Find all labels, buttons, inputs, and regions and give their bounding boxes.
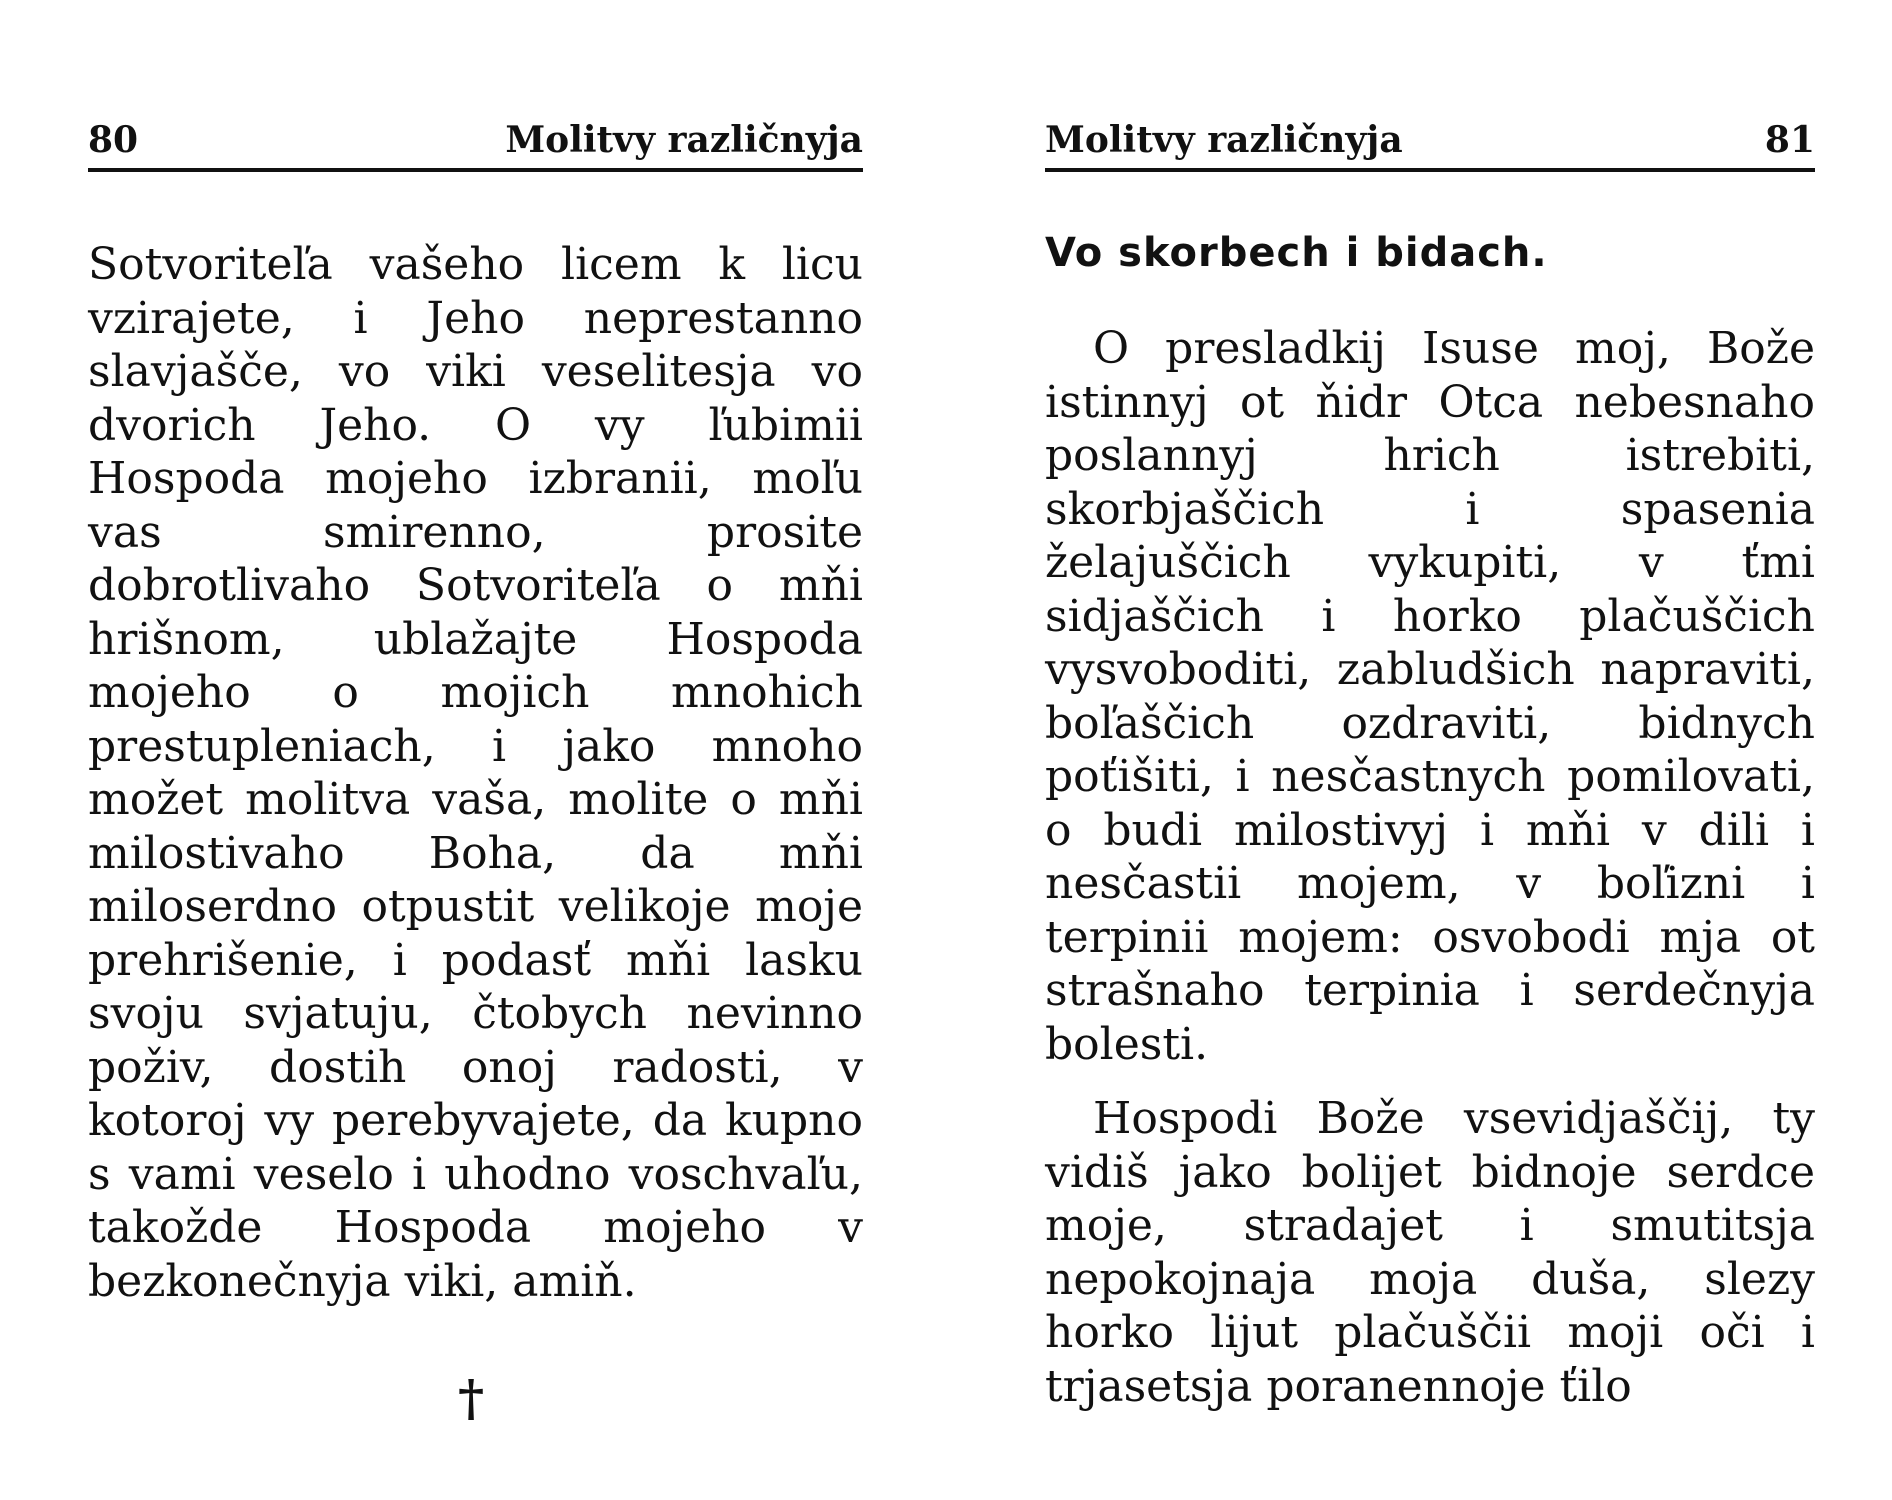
right-page-paragraph-1: O presladkij Isuse moj, Bože istinnyj ot ňidr Otca nebesnaho poslannyj hrich istrebiti, skorbjaščich i spasenia želajuščich vykupiti, v ťmi sidjaščich i horko plačuščich vysvoboditi, zabludšich napraviti, boľaščich ozdraviti, bidnych poťišiti, i nesčastnych pomilovati, o budi milostivyj i mňi v dili i nesčastii mojem, v boľizni i terpinii mojem: osvobodi mja ot strašnaho terpinia i serdečnyja bolesti.: [1045, 323, 1815, 1070]
page-number-left: 80: [88, 119, 139, 161]
running-head-right: [1045, 112, 1815, 172]
running-head-left: [88, 112, 863, 172]
right-page: [1045, 0, 1815, 1500]
cross-end-mark: †: [458, 1368, 485, 1427]
left-page: [88, 0, 863, 1500]
section-heading: Vo skorbech i bidach.: [1045, 230, 1548, 276]
page-number-right: 81: [1764, 119, 1815, 161]
right-page-paragraph-2: Hospodi Bože vsevidjaščij, ty vidiš jako bolijet bidnoje serdce moje, stradajet i smutitsja nepokojnaja moja duša, slezy horko lijut plačuščii moji oči i trjasetsja poranennoje ťilo: [1045, 1093, 1815, 1412]
left-page-body-text: Sotvoriteľa vašeho licem k licu vzirajete, i Jeho neprestanno slavjašče, vo viki veselitesja vo dvorich Jeho. O vy ľubimii Hospoda mojeho izbranii, moľu vas smirenno, prosite dobrotlivaho Sotvoriteľa o mňi hrišnom, ublažajte Hospoda mojeho o mojich mnohich prestupleniach, i jako mnoho možet molitva vaša, molite o mňi milostivaho Boha, da mňi miloserdno otpustit velikoje moje prehrišenie, i podasť mňi lasku svoju svjatuju, čtobych nevinno poživ, dostih onoj radosti, v kotoroj vy perebyvajete, da kupno s vami veselo i uhodno voschvaľu, takožde Hospoda mojeho v bezkonečnyja viki, amiň.: [88, 239, 863, 1307]
running-title-right: Molitvy različnyja: [1045, 119, 1403, 161]
running-title-left: Molitvy različnyja: [505, 119, 863, 161]
